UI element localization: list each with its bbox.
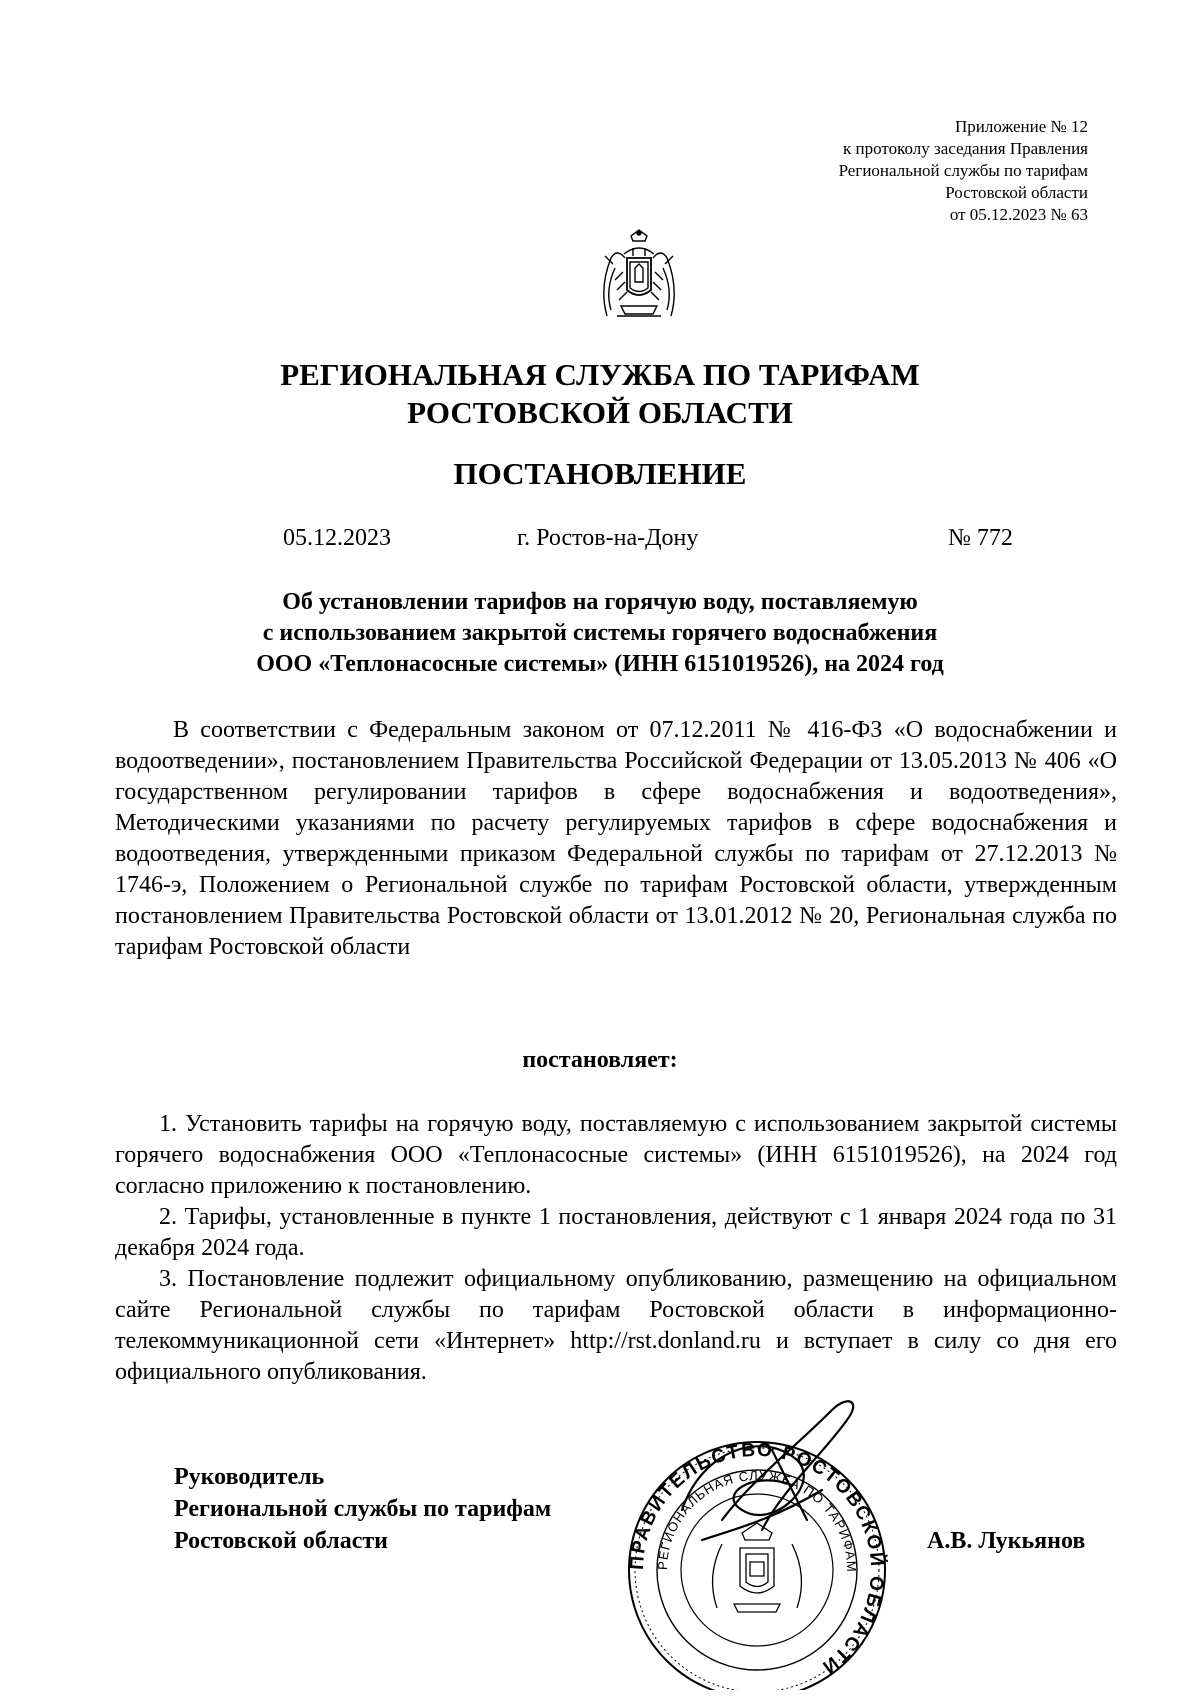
- appendix-line: от 05.12.2023 № 63: [949, 205, 1088, 224]
- signatory-title-line: Региональной службы по тарифам: [174, 1496, 552, 1522]
- document-subject: [0, 587, 1200, 680]
- decision-item: 2. Тарифы, установленные в пункте 1 постановления, действуют с 1 января 2024 года по 31 декабря 2024 года.: [115, 1204, 1117, 1261]
- subject-line: Об установлении тарифов на горячую воду, поставляемую: [282, 589, 918, 615]
- document-type: ПОСТАНОВЛЕНИЕ: [453, 456, 747, 491]
- appendix-line: Региональной службы по тарифам: [838, 161, 1088, 180]
- signatory-name: А.В. Лукьянов: [927, 1528, 1086, 1554]
- appendix-line: Ростовской области: [945, 183, 1088, 202]
- signatory-title-line: Руководитель: [174, 1464, 325, 1490]
- organization-title-line: РОСТОВСКОЙ ОБЛАСТИ: [407, 395, 793, 430]
- signatory-title-line: Ростовской области: [174, 1528, 388, 1554]
- appendix-line: Приложение № 12: [955, 117, 1088, 136]
- document-city: г. Ростов-на-Дону: [517, 525, 699, 551]
- decides-heading: постановляет:: [522, 1047, 678, 1073]
- official-seal-icon: [622, 1390, 892, 1690]
- subject-line: ООО «Теплонасосные системы» (ИНН 6151019526), на 2024 год: [256, 651, 944, 677]
- signatory-title: [174, 1461, 551, 1557]
- organization-title-line: РЕГИОНАЛЬНАЯ СЛУЖБА ПО ТАРИФАМ: [280, 357, 920, 392]
- coat-of-arms-icon: [597, 228, 681, 324]
- decision-items: [115, 1109, 1117, 1388]
- appendix-header: [668, 116, 1088, 226]
- seal-inner-text: РЕГИОНАЛЬНАЯ СЛУЖБА ПО ТАРИФАМ: [654, 1467, 860, 1574]
- preamble-paragraph: В соответствии с Федеральным законом от 07.12.2011 № 416-ФЗ «О водоснабжении и водоотведении», постановлением Правительства Российской Федерации от 13.05.2013 № 406 «О государственном регулировании тарифов в сфере водоснабжения и водоотведения», Методическими указаниями по расчету регулируемых тарифов в сфере водоснабжения и водоотведения, утвержденными приказом Федеральной службы по тарифам от 27.12.2013 № 1746-э, Положением о Региональной службе по тарифам Ростовской области, утвержденным постановлением Правительства Ростовской области от 13.01.2012 № 20, Региональная служба по тарифам Ростовской области: [115, 717, 1117, 960]
- seal-outer-text: ПРАВИТЕЛЬСТВО РОСТОВСКОЙ ОБЛАСТИ: [626, 1439, 888, 1679]
- decision-item: 1. Установить тарифы на горячую воду, поставляемую с использованием закрытой системы горячего водоснабжения ООО «Теплонасосные системы» (ИНН 6151019526), на 2024 год согласно приложению к постановлению.: [115, 1111, 1117, 1199]
- seal-emblem-icon: [713, 1523, 802, 1612]
- document-meta: [0, 522, 1200, 554]
- document-number: № 772: [948, 525, 1013, 551]
- document-date: 05.12.2023: [283, 525, 391, 551]
- organization-title: [0, 356, 1200, 432]
- appendix-line: к протоколу заседания Правления: [843, 139, 1088, 158]
- subject-line: с использованием закрытой системы горячего водоснабжения: [262, 620, 938, 646]
- decision-item: 3. Постановление подлежит официальному опубликованию, размещению на официальном сайте Региональной службы по тарифам Ростовской области в информационно-телекоммуникационной сети «Интернет» http://rst.donland.ru и вступает в силу со дня его официального опубликования.: [115, 1266, 1117, 1385]
